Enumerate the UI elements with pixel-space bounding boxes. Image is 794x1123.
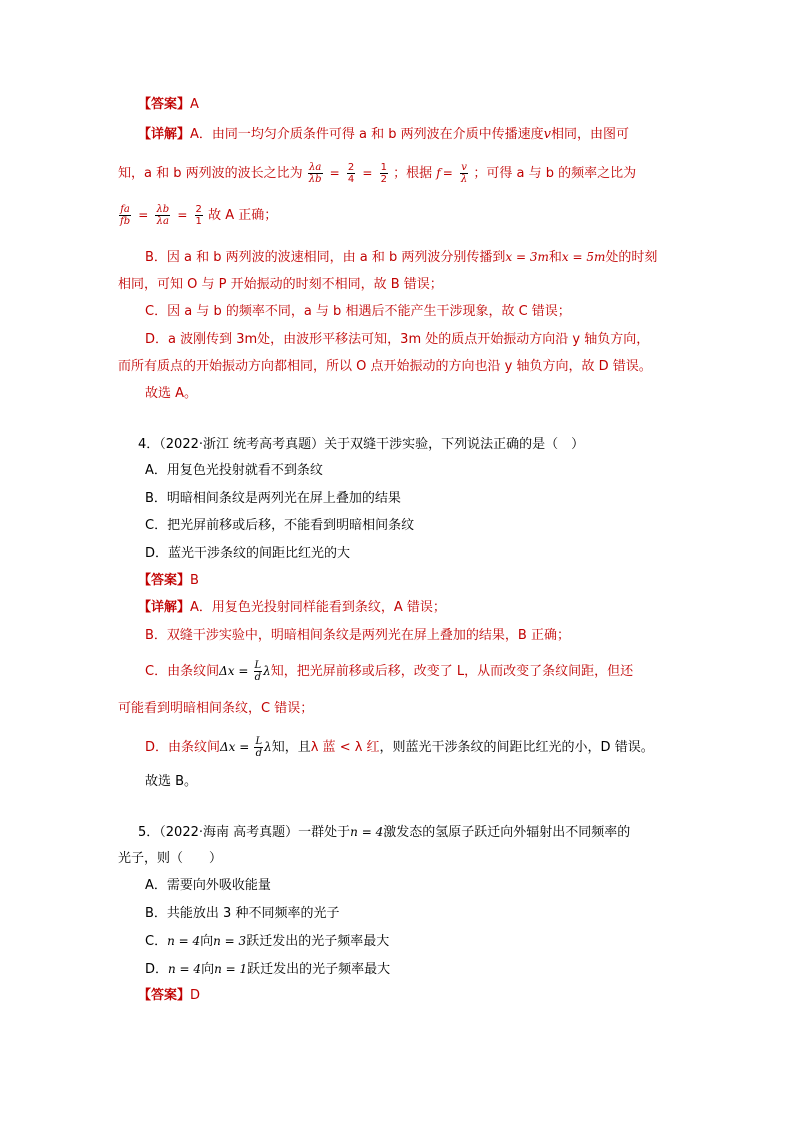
q5-stem-line-2: 光子，则（ ） <box>118 851 223 866</box>
q4-detail-a: 【详解】A．用复色光投射同样能看到条纹，A 错误； <box>138 600 446 615</box>
q5-answer <box>138 987 200 1005</box>
q3-detail-d-line-2: 而所有质点的开始振动方向都相同，所以 O 点开始振动的方向也沿 y 轴负方向，故 D 错误。 <box>118 359 652 374</box>
question-source: （2022·海南 高考真题） <box>159 825 299 840</box>
q4-option-b: B．明暗相间条纹是两列光在屏上叠加的结果 <box>145 491 401 506</box>
q3-detail-c: C．因 a 与 b 的频率不同，a 与 b 相遇后不能产生干涉现象，故 C 错误； <box>145 304 571 319</box>
frequency-ratio-fraction: $\frac{fa}{fb}$ <box>120 204 131 227</box>
question-number: 5． <box>138 825 160 840</box>
answer-label: 【答案】 <box>138 988 191 1003</box>
q5-option-b: B．共能放出 3 种不同频率的光子 <box>145 906 340 921</box>
answer-value: D <box>190 988 201 1003</box>
q3-detail-line-1: 【详解】A．由同一均匀介质条件可得 a 和 b 两列波在介质中传播速度v相同，由图可 <box>138 127 630 142</box>
q5-stem-line-1: 5．（2022·海南 高考真题）一群处于n = 4激发态的氢原子跃迁向外辐射出不同频率的 <box>138 825 631 840</box>
q3-answer <box>138 96 199 114</box>
q5-option-a: A．需要向外吸收能量 <box>145 878 271 893</box>
q4-option-a: A．用复色光投射就看不到条纹 <box>145 463 323 478</box>
q3-detail-d-line-1: D．a 波刚传到 3m处，由波形平移法可知，3m 处的质点开始振动方向沿 y 轴负方向， <box>145 332 650 347</box>
detail-label: 【详解】 <box>138 127 191 142</box>
q3-detail-b-line-1: B．因 a 和 b 两列波的波速相同，由 a 和 b 两列波分别传播到x = 3m和x = 5m处的时刻 <box>145 250 658 265</box>
q4-option-c: C．把光屏前移或后移，不能看到明暗相间条纹 <box>145 518 415 533</box>
question-stem: 关于双缝干涉实验，下列说法正确的是（ ） <box>324 437 585 452</box>
q5-option-d: D．n = 4向n = 1跃迁发出的光子频率最大 <box>145 962 391 977</box>
q3-detail-b-line-2: 相同，可知 O 与 P 开始振动的时刻不相同，故 B 错误； <box>118 277 443 292</box>
answer-label: 【答案】 <box>138 97 191 112</box>
q4-choose: 故选 B。 <box>145 774 198 789</box>
q4-option-d: D．蓝光干涉条纹的间距比红光的大 <box>145 546 351 561</box>
question-source: （2022·浙江 统考高考真题） <box>159 437 325 452</box>
q3-detail-line-3: $\frac{fa}{fb}$ = $\frac{\lambda b}{\lambda a}$ = $\frac{2}{1}$ 故 A 正确； <box>120 204 278 227</box>
q4-detail-d: D．由条纹间Δx = $\frac{L}{d}$ λ知，且λ 蓝 < λ 红，则蓝光干涉条纹的间距比红光的小，D 错误。 <box>145 736 654 759</box>
q4-detail-c-line-2: 可能看到明暗相间条纹，C 错误； <box>118 701 314 716</box>
wavelength-ratio-fraction: $\frac{\lambda a}{\lambda b}$ <box>308 162 322 185</box>
q3-choose: 故选 A。 <box>145 386 198 401</box>
fringe-spacing-fraction: $\frac{L}{d}$ <box>254 660 262 683</box>
answer-value: B <box>190 573 199 588</box>
answer-value: A <box>190 97 199 112</box>
q4-detail-b: B．双缝干涉实验中，明暗相间条纹是两列光在屏上叠加的结果，B 正确； <box>145 628 570 643</box>
q4-stem <box>138 436 584 454</box>
detail-label: 【详解】 <box>138 600 191 615</box>
q3-detail-line-2: 知，a 和 b 两列波的波长之比为 $\frac{\lambda a}{\lambda b}$ = $\frac{2}{4}$ = $\frac{1}{2}$ ；根据 f = $\frac{v}{\lambda}$ ；可得 a 与 b 的频率之比为 <box>118 162 637 185</box>
q4-answer <box>138 572 199 590</box>
q4-detail-c-line-1: C．由条纹间Δx = $\frac{L}{d}$ λ知，把光屏前移或后移，改变了 L，从而改变了条纹间距，但还 <box>145 660 634 683</box>
q5-option-c: C．n = 4向n = 3跃迁发出的光子频率最大 <box>145 934 390 949</box>
answer-label: 【答案】 <box>138 573 191 588</box>
question-number: 4． <box>138 437 160 452</box>
